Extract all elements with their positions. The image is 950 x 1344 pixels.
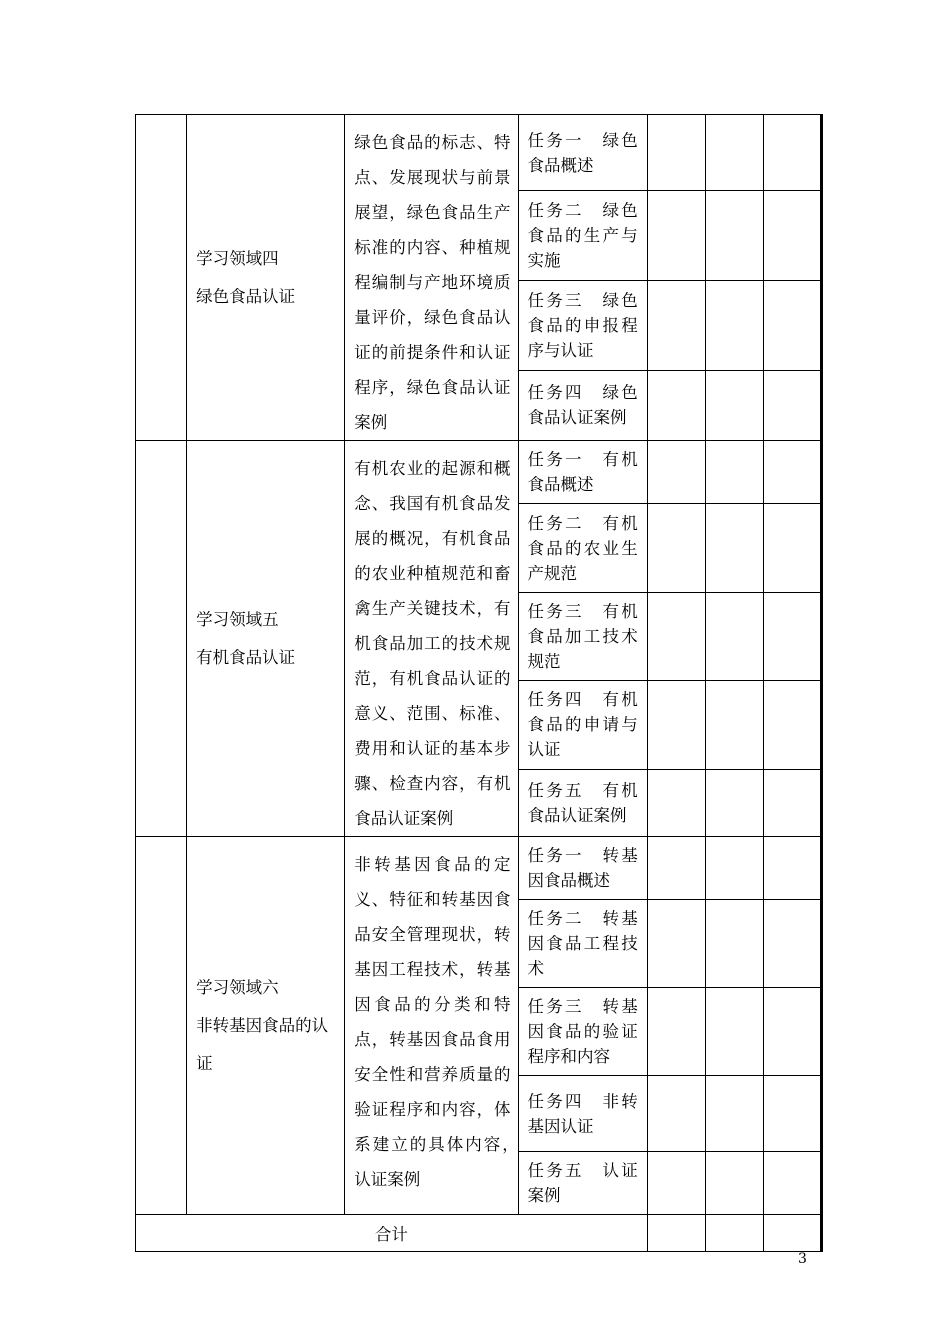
blank-cell bbox=[763, 281, 821, 371]
task-cell: 任务一 有机食品概述 bbox=[518, 441, 647, 504]
task-cell: 任务四 绿色食品认证案例 bbox=[518, 370, 647, 440]
blank-cell bbox=[763, 988, 821, 1076]
task-cell: 任务三 转基因食品的验证程序和内容 bbox=[518, 988, 647, 1076]
domain-cell bbox=[187, 441, 345, 837]
blank-cell bbox=[647, 769, 705, 836]
blank-cell bbox=[763, 1215, 821, 1252]
blank-cell bbox=[647, 1152, 705, 1215]
blank-cell bbox=[705, 1215, 763, 1252]
domain-name: 学习领域六 bbox=[196, 977, 279, 997]
blank-cell bbox=[647, 1076, 705, 1152]
blank-cell bbox=[647, 900, 705, 988]
content-cell: 有机农业的起源和概念、我国有机食品发展的概况，有机食品的农业种植规范和畜禽生产关键技术，有机食品加工的技术规范，有机食品认证的意义、范围、标准、费用和认证的基本步骤、检查内容，有机食品认证案例 bbox=[345, 441, 518, 837]
blank-cell bbox=[647, 504, 705, 592]
domain-subtitle: 非转基因食品的认证 bbox=[196, 1015, 329, 1073]
blank-cell bbox=[705, 592, 763, 680]
blank-cell bbox=[705, 441, 763, 504]
blank-cell bbox=[647, 1215, 705, 1252]
blank-cell bbox=[705, 281, 763, 371]
task-cell: 任务二 有机食品的农业生产规范 bbox=[518, 504, 647, 592]
blank-cell bbox=[136, 441, 187, 837]
blank-cell bbox=[705, 681, 763, 769]
task-cell: 任务三 绿色食品的申报程序与认证 bbox=[518, 281, 647, 371]
blank-cell bbox=[705, 1152, 763, 1215]
content-cell: 绿色食品的标志、特点、发展现状与前景展望，绿色食品生产标准的内容、种植规程编制与产地环境质量评价，绿色食品认证的前提条件和认证程序，绿色食品认证案例 bbox=[345, 115, 518, 441]
blank-cell bbox=[705, 370, 763, 440]
domain-cell bbox=[187, 837, 345, 1215]
blank-cell bbox=[763, 681, 821, 769]
blank-cell bbox=[647, 191, 705, 281]
domain-subtitle: 绿色食品认证 bbox=[196, 286, 296, 306]
task-cell: 任务五 有机食品认证案例 bbox=[518, 769, 647, 836]
blank-cell bbox=[647, 837, 705, 900]
blank-cell bbox=[647, 281, 705, 371]
blank-cell bbox=[763, 1076, 821, 1152]
task-cell: 任务四 有机食品的申请与认证 bbox=[518, 681, 647, 769]
blank-cell bbox=[705, 504, 763, 592]
blank-cell bbox=[763, 504, 821, 592]
blank-cell bbox=[647, 988, 705, 1076]
blank-cell bbox=[136, 837, 187, 1215]
blank-cell bbox=[705, 115, 763, 191]
task-cell: 任务二 绿色食品的生产与实施 bbox=[518, 191, 647, 281]
task-cell: 任务一 转基因食品概述 bbox=[518, 837, 647, 900]
blank-cell bbox=[763, 592, 821, 680]
blank-cell bbox=[763, 837, 821, 900]
curriculum-table bbox=[135, 114, 823, 1252]
domain-name: 学习领域四 bbox=[196, 248, 279, 268]
task-cell: 任务五 认证案例 bbox=[518, 1152, 647, 1215]
task-cell: 任务二 转基因食品工程技术 bbox=[518, 900, 647, 988]
table-row bbox=[136, 115, 822, 191]
blank-cell bbox=[763, 370, 821, 440]
total-row bbox=[136, 1215, 822, 1252]
table-row bbox=[136, 441, 822, 504]
blank-cell bbox=[647, 115, 705, 191]
blank-cell bbox=[136, 115, 187, 441]
page-number: 3 bbox=[798, 1251, 807, 1267]
task-cell: 任务一 绿色食品概述 bbox=[518, 115, 647, 191]
task-cell: 任务四 非转基因认证 bbox=[518, 1076, 647, 1152]
blank-cell bbox=[763, 1152, 821, 1215]
domain-cell bbox=[187, 115, 345, 441]
blank-cell bbox=[647, 592, 705, 680]
content-cell: 非转基因食品的定义、特征和转基因食品安全管理现状，转基因工程技术，转基因食品的分类和特点，转基因食品食用安全性和营养质量的验证程序和内容，体系建立的具体内容， 认证案例 bbox=[345, 837, 518, 1215]
blank-cell bbox=[763, 900, 821, 988]
blank-cell bbox=[705, 837, 763, 900]
domain-name: 学习领域五 bbox=[196, 609, 279, 629]
blank-cell bbox=[647, 441, 705, 504]
blank-cell bbox=[705, 988, 763, 1076]
domain-subtitle: 有机食品认证 bbox=[196, 647, 296, 667]
blank-cell bbox=[763, 441, 821, 504]
blank-cell bbox=[763, 115, 821, 191]
blank-cell bbox=[705, 900, 763, 988]
blank-cell bbox=[705, 769, 763, 836]
total-label: 合计 bbox=[136, 1215, 648, 1252]
task-cell: 任务三 有机食品加工技术规范 bbox=[518, 592, 647, 680]
blank-cell bbox=[647, 370, 705, 440]
table-row bbox=[136, 837, 822, 900]
blank-cell bbox=[647, 681, 705, 769]
blank-cell bbox=[705, 1076, 763, 1152]
blank-cell bbox=[763, 191, 821, 281]
blank-cell bbox=[763, 769, 821, 836]
blank-cell bbox=[705, 191, 763, 281]
